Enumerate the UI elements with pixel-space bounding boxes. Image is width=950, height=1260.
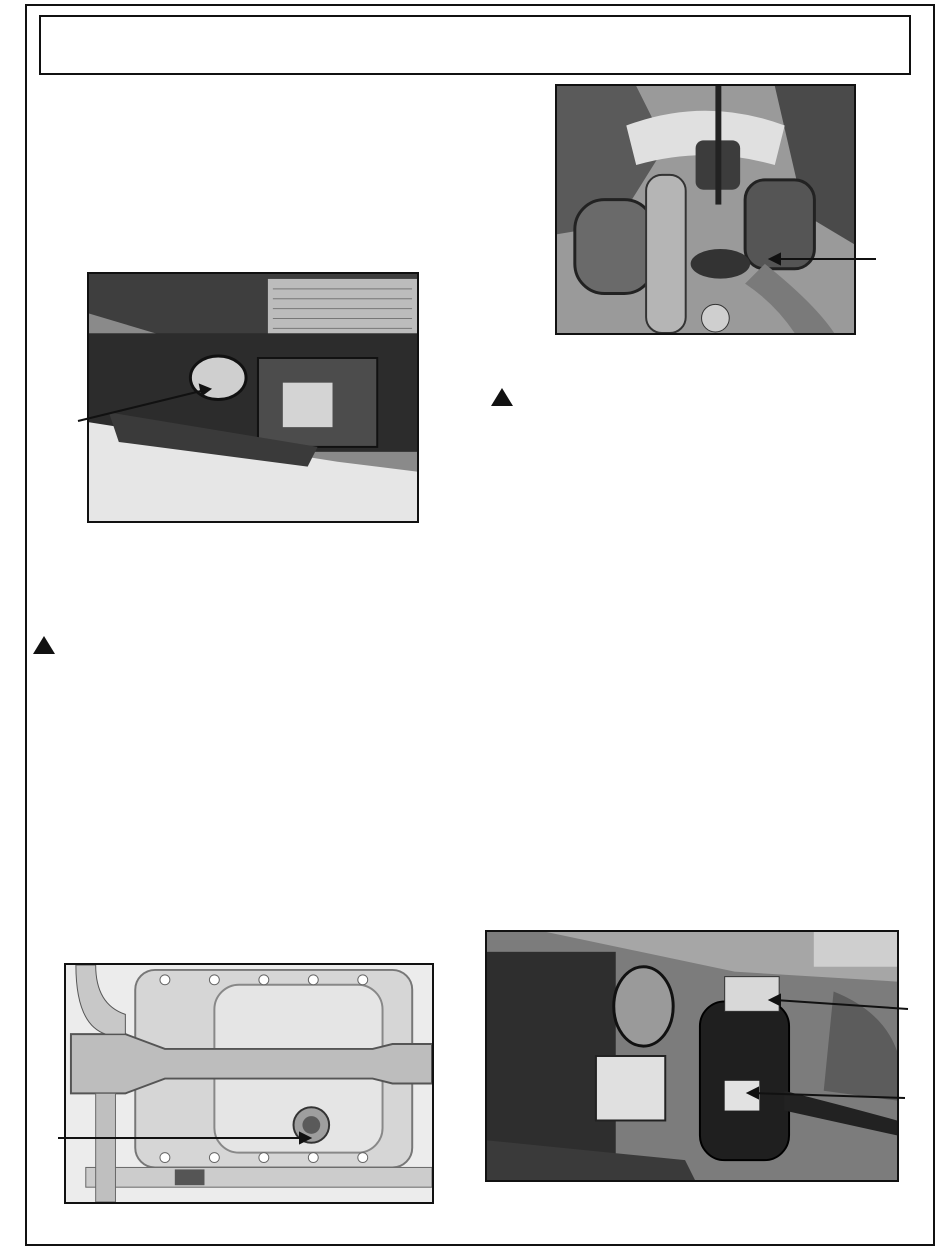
- header-box: [39, 15, 911, 75]
- fuel-water-separator-photo: [485, 930, 899, 1182]
- engine-top-photo: [555, 84, 856, 335]
- fuel-filter-underside-photo: [87, 272, 419, 523]
- warning-triangle-icon: [33, 636, 55, 654]
- oil-pan-drawing: [64, 963, 434, 1204]
- warning-triangle-icon: [491, 388, 513, 406]
